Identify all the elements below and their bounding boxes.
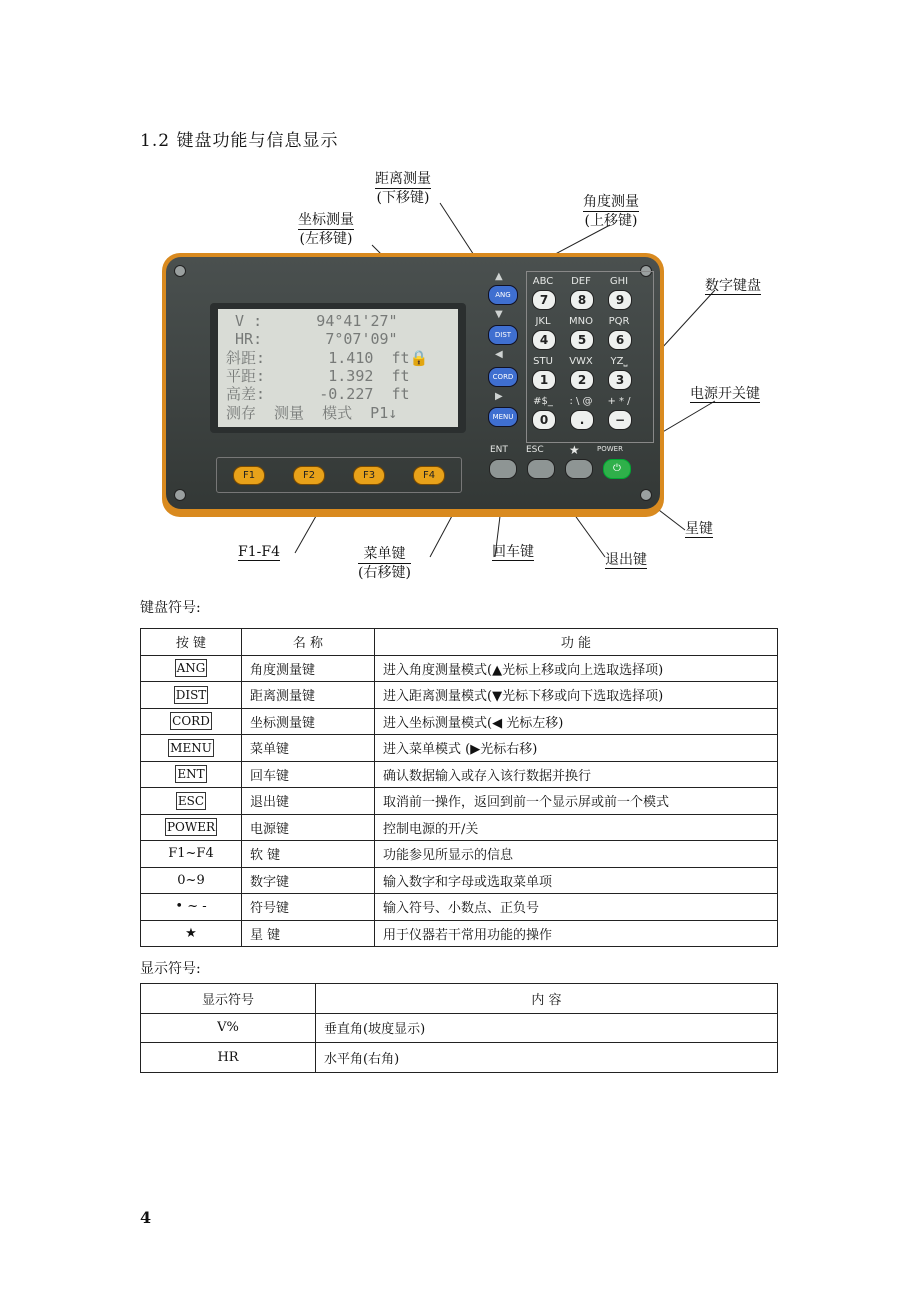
- left-arrow-icon: ◀: [495, 349, 503, 360]
- function-cell: 确认数据输入或存入该行数据并换行: [375, 761, 778, 788]
- name-cell: 星 键: [242, 920, 375, 947]
- callout-cord-sub: (左移键): [299, 231, 353, 247]
- power-icon: ⏻: [613, 463, 621, 474]
- star-key[interactable]: [565, 459, 593, 479]
- function-cell: 用于仪器若干常用功能的操作: [375, 920, 778, 947]
- key-cell: [141, 655, 242, 682]
- table-row: [141, 761, 778, 788]
- callout-esc: [605, 551, 647, 569]
- function-cell: 控制电源的开/关: [375, 814, 778, 841]
- key-symbol: • ~ -: [175, 899, 207, 915]
- key-9[interactable]: 9: [608, 290, 632, 310]
- key-3[interactable]: 3: [608, 370, 632, 390]
- callout-ang-title: 角度测量: [583, 194, 639, 210]
- symbol-cell: HR: [141, 1043, 316, 1073]
- key-symbol: MENU: [170, 740, 212, 755]
- f1-key[interactable]: F1: [233, 466, 265, 485]
- lcd-line-5: 高差: -0.227 ft: [226, 385, 410, 403]
- lcd-line-6: 测存 测量 模式 P1↓: [226, 404, 398, 422]
- menu-key[interactable]: MENU: [488, 407, 518, 427]
- callout-menu-title: 菜单键: [358, 545, 411, 564]
- keyboard-figure: [140, 165, 780, 585]
- lcd-line-4: 平距: 1.392 ft: [226, 367, 410, 385]
- key-symbol: ENT: [177, 767, 205, 782]
- key-cell: [141, 788, 242, 815]
- numpad-label: ABC: [532, 276, 554, 287]
- callout-numpad: [705, 277, 761, 295]
- table-row: [141, 655, 778, 682]
- keyboard-heading: 键盘符号:: [140, 600, 201, 616]
- numpad-label: DEF: [571, 276, 591, 287]
- table-row: [141, 708, 778, 735]
- f2-key[interactable]: F2: [293, 466, 325, 485]
- key-symbol: CORD: [172, 714, 210, 729]
- name-cell: 数字键: [242, 867, 375, 894]
- keyboard-table: [140, 628, 778, 947]
- display-table: [140, 983, 778, 1073]
- key-0[interactable]: 0: [532, 410, 556, 430]
- key-symbol: ★: [185, 925, 197, 941]
- key-symbol: 0~9: [177, 872, 205, 888]
- header-content: 内 容: [316, 984, 778, 1014]
- function-cell: 进入角度测量模式(▲光标上移或向上选取选择项): [375, 655, 778, 682]
- key-cell: [141, 708, 242, 735]
- numpad-label: STU: [533, 356, 553, 367]
- numpad-label: #$_: [533, 396, 553, 407]
- function-cell: 进入菜单模式 (▶光标右移): [375, 735, 778, 762]
- ang-key[interactable]: ANG: [488, 285, 518, 305]
- key-dot[interactable]: .: [570, 410, 594, 430]
- callout-fkeys-title: F1-F4: [238, 544, 280, 560]
- name-cell: 菜单键: [242, 735, 375, 762]
- callout-cord-title: 坐标测量: [298, 212, 354, 228]
- screw-icon: [174, 489, 186, 501]
- key-7[interactable]: 7: [532, 290, 556, 310]
- callout-star-title: 星键: [685, 521, 713, 537]
- key-symbol: POWER: [166, 820, 216, 835]
- screw-icon: [640, 489, 652, 501]
- f4-key[interactable]: F4: [413, 466, 445, 485]
- name-cell: 坐标测量键: [242, 708, 375, 735]
- header-function: 功 能: [375, 629, 778, 656]
- name-cell: 电源键: [242, 814, 375, 841]
- lcd-line-1: V : 94°41'27": [226, 312, 398, 330]
- table-row: [141, 735, 778, 762]
- table-row: [141, 920, 778, 947]
- ent-key[interactable]: [489, 459, 517, 479]
- callout-numpad-title: 数字键盘: [705, 278, 761, 294]
- callout-star: [685, 520, 713, 538]
- key-1[interactable]: 1: [532, 370, 556, 390]
- device-face: [166, 257, 660, 509]
- table-row: [141, 841, 778, 868]
- table-header-row: [141, 984, 778, 1014]
- key-cell: [141, 814, 242, 841]
- f3-key[interactable]: F3: [353, 466, 385, 485]
- key-symbol: F1~F4: [168, 846, 214, 862]
- right-arrow-icon: ▶: [495, 391, 503, 402]
- key-6[interactable]: 6: [608, 330, 632, 350]
- function-cell: 功能参见所显示的信息: [375, 841, 778, 868]
- display-table-body: [141, 1013, 778, 1072]
- table-row: [141, 788, 778, 815]
- function-cell: 进入距离测量模式(▼光标下移或向下选取选择项): [375, 682, 778, 709]
- cord-key[interactable]: CORD: [488, 367, 518, 387]
- fkeys-panel: [216, 457, 462, 493]
- key-symbol: ANG: [176, 661, 206, 676]
- numpad-label: GHI: [609, 276, 629, 287]
- name-cell: 符号键: [242, 894, 375, 921]
- header-name: 名 称: [242, 629, 375, 656]
- table-row: [141, 682, 778, 709]
- down-arrow-icon: ▼: [495, 309, 503, 320]
- key-cell: [141, 920, 242, 947]
- table-row: [141, 1043, 778, 1073]
- name-cell: 距离测量键: [242, 682, 375, 709]
- keyboard-table-body: [141, 655, 778, 947]
- key-minus[interactable]: −: [608, 410, 632, 430]
- name-cell: 回车键: [242, 761, 375, 788]
- name-cell: 软 键: [242, 841, 375, 868]
- header-symbol: 显示符号: [141, 984, 316, 1014]
- function-cell: 输入符号、小数点、正负号: [375, 894, 778, 921]
- display-heading: 显示符号:: [140, 961, 201, 977]
- up-arrow-icon: ▲: [495, 271, 503, 282]
- lcd-bezel: [210, 303, 466, 433]
- table-row: [141, 1013, 778, 1043]
- function-cell: 输入数字和字母或选取菜单项: [375, 867, 778, 894]
- callout-menu-sub: (右移键): [358, 565, 411, 581]
- header-key: 按 键: [141, 629, 242, 656]
- key-2[interactable]: 2: [570, 370, 594, 390]
- content-cell: 垂直角(坡度显示): [316, 1013, 778, 1043]
- dist-key[interactable]: DIST: [488, 325, 518, 345]
- key-5[interactable]: 5: [570, 330, 594, 350]
- key-cell: [141, 867, 242, 894]
- power-key[interactable]: [603, 459, 631, 479]
- name-cell: 退出键: [242, 788, 375, 815]
- function-cell: 进入坐标测量模式(◀ 光标左移): [375, 708, 778, 735]
- lcd-line-2: HR: 7°07'09": [226, 330, 398, 348]
- instrument-keyboard-photo: [162, 253, 664, 517]
- numpad-label: VWX: [569, 356, 593, 367]
- key-cell: [141, 841, 242, 868]
- callout-dist: [375, 170, 431, 207]
- table-row: [141, 814, 778, 841]
- star-caption-icon: ★: [569, 443, 580, 457]
- callout-ent: [492, 543, 534, 561]
- key-symbol: DIST: [175, 687, 207, 702]
- key-8[interactable]: 8: [570, 290, 594, 310]
- callout-dist-sub: (下移键): [376, 190, 430, 206]
- key-cell: [141, 894, 242, 921]
- callout-menu: [358, 545, 411, 582]
- table-header-row: [141, 629, 778, 656]
- key-symbol: ESC: [177, 793, 205, 808]
- callout-fkeys: [238, 543, 280, 561]
- numpad-label: MNO: [569, 316, 593, 327]
- callout-ang: [583, 193, 639, 230]
- numpad-frame: [526, 271, 654, 443]
- key-cell: [141, 735, 242, 762]
- callout-power-title: 电源开关键: [690, 386, 760, 402]
- key-cell: [141, 761, 242, 788]
- callout-ent-title: 回车键: [492, 544, 534, 560]
- power-caption: POWER: [597, 445, 623, 453]
- page-number: 4: [140, 1208, 152, 1227]
- key-cell: [141, 682, 242, 709]
- name-cell: 角度测量键: [242, 655, 375, 682]
- lcd-line-3: 斜距: 1.410 ft🔒: [226, 349, 429, 367]
- lcd-screen: [218, 309, 458, 427]
- callout-cord: [298, 211, 354, 248]
- numpad-label: : \ @: [569, 396, 593, 407]
- section-title: 1.2 键盘功能与信息显示: [140, 131, 339, 151]
- numpad-label: PQR: [608, 316, 630, 327]
- numpad-label: JKL: [535, 316, 551, 327]
- screw-icon: [174, 265, 186, 277]
- esc-caption: ESC: [526, 445, 544, 455]
- ent-caption: ENT: [490, 445, 508, 455]
- function-cell: 取消前一操作，返回到前一个显示屏或前一个模式: [375, 788, 778, 815]
- callout-dist-title: 距离测量: [375, 171, 431, 187]
- callout-power: [690, 385, 760, 403]
- numpad-label: YZ⎵: [610, 356, 628, 367]
- callout-ang-sub: (上移键): [584, 213, 638, 229]
- esc-key[interactable]: [527, 459, 555, 479]
- content-cell: 水平角(右角): [316, 1043, 778, 1073]
- numpad-label: + * /: [607, 396, 631, 407]
- callout-esc-title: 退出键: [605, 552, 647, 568]
- symbol-cell: V%: [141, 1013, 316, 1043]
- key-4[interactable]: 4: [532, 330, 556, 350]
- table-row: [141, 867, 778, 894]
- table-row: [141, 894, 778, 921]
